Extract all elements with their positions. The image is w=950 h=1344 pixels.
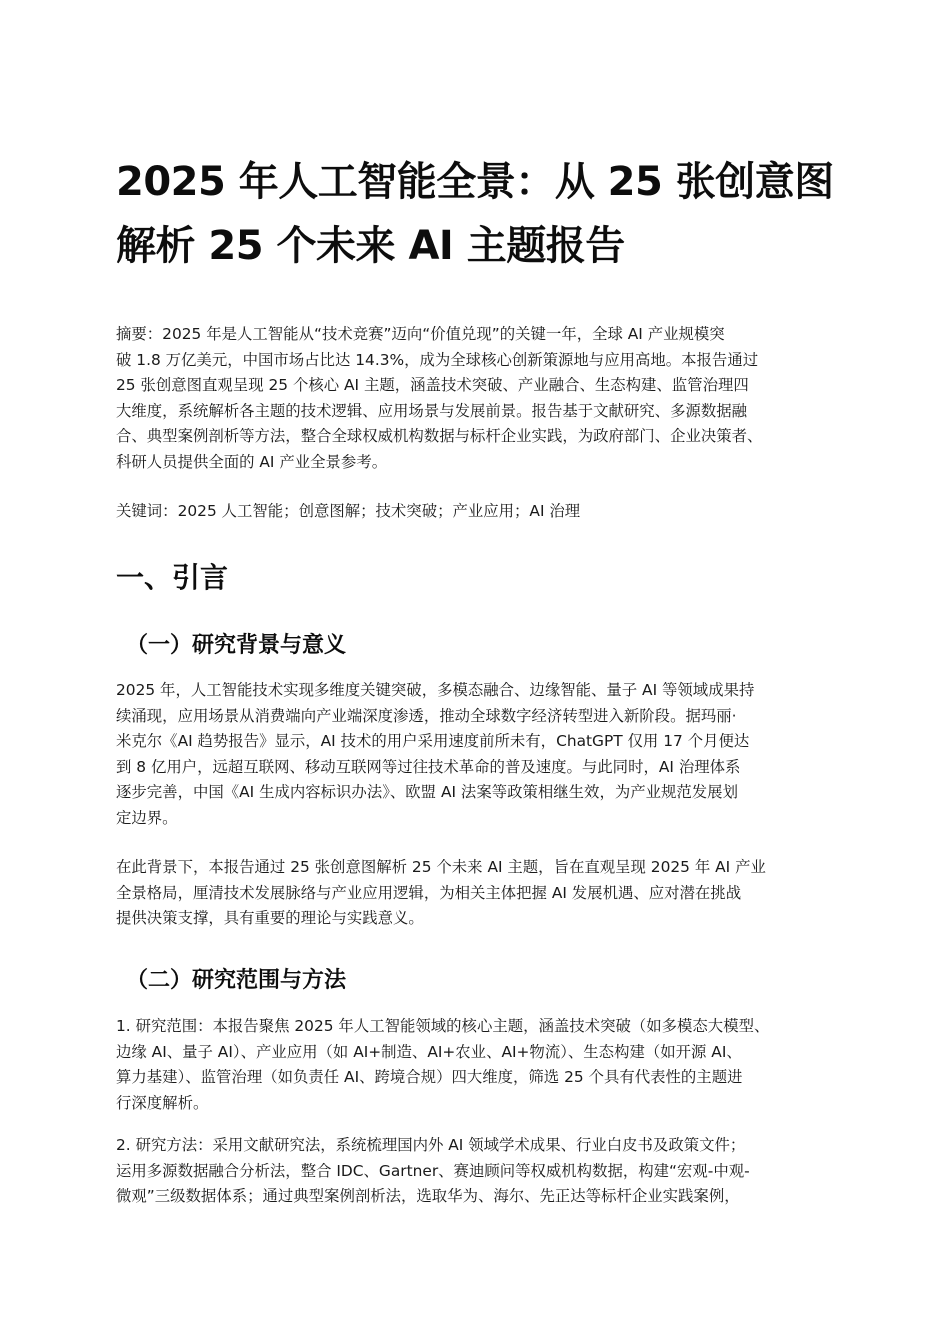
abstract-line: 合、典型案例剖析等方法，整合全球权威机构数据与标杆企业实践，为政府部门、企业决策者、 (116, 427, 763, 446)
background-paragraph-1 (116, 678, 840, 832)
abstract-line: 科研人员提供全面的 AI 产业全景参考。 (116, 452, 388, 471)
paragraph-line: 微观”三级数据体系；通过典型案例剖析法，选取华为、海尔、先正达等标杆企业实践案例， (116, 1187, 740, 1206)
paragraph-line: 全景格局，厘清技术发展脉络与产业应用逻辑，为相关主体把握 AI 发展机遇、应对潜在挑战 (116, 883, 742, 902)
scope-paragraph (116, 1014, 840, 1116)
section-heading-introduction: 一、引言 (116, 561, 229, 594)
keywords-line (116, 499, 840, 525)
subsection-heading-scope-methods: （二）研究范围与方法 (126, 968, 347, 993)
abstract-line: 25 张创意图直观呈现 25 个核心 AI 主题，涵盖技术突破、产业融合、生态构建、监管治理四 (116, 376, 749, 395)
paragraph-line: 到 8 亿用户，远超互联网、移动互联网等过往技术革命的普及速度。与此同时，AI 治理体系 (116, 757, 741, 776)
paragraph-line: 行深度解析。 (116, 1093, 209, 1112)
title-line-1: 2025 年人工智能全景：从 25 张创意图 (116, 159, 834, 205)
abstract-paragraph (116, 322, 840, 476)
paragraph-line: 算力基建）、监管治理（如负责任 AI、跨境合规）四大维度，筛选 25 个具有代表性的主题进 (116, 1068, 743, 1087)
paragraph-line: 运用多源数据融合分析法，整合 IDC、Gartner、赛迪顾问等权威机构数据，构建“宏观-中观- (116, 1161, 750, 1180)
paragraph-line: 在此背景下，本报告通过 25 张创意图解析 25 个未来 AI 主题，旨在直观呈现 2025 年 AI 产业 (116, 858, 766, 876)
methods-paragraph (116, 1133, 840, 1210)
abstract-line: 摘要：2025 年是人工智能从“技术竞赛”迈向“价值兑现”的关键一年，全球 AI 产业规模突 (116, 325, 725, 343)
subsection-heading-background: （一）研究背景与意义 (126, 633, 347, 658)
paragraph-line: 逐步完善，中国《AI 生成内容标识办法》、欧盟 AI 法案等政策相继生效，为产业规范发展划 (116, 783, 738, 802)
background-paragraph-2 (116, 855, 840, 932)
paragraph-line: 续涌现，应用场景从消费端向产业端深度渗透，推动全球数字经济转型进入新阶段。据玛丽· (116, 706, 737, 725)
paragraph-line: 1. 研究范围：本报告聚焦 2025 年人工智能领域的核心主题，涵盖技术突破（如多模态大模型、 (116, 1017, 770, 1035)
paragraph-line: 2025 年，人工智能技术实现多维度关键突破，多模态融合、边缘智能、量子 AI 等领域成果持 (116, 681, 755, 699)
abstract-line: 大维度，系统解析各主题的技术逻辑、应用场景与发展前景。报告基于文献研究、多源数据融 (116, 401, 748, 420)
paragraph-line: 2. 研究方法：采用文献研究法，系统梳理国内外 AI 领域学术成果、行业白皮书及政策文件； (116, 1136, 746, 1154)
title-line-2: 解析 25 个未来 AI 主题报告 (116, 223, 625, 269)
keywords-text: 关键词：2025 人工智能；创意图解；技术突破；产业应用；AI 治理 (116, 502, 581, 520)
document-title (116, 150, 840, 278)
paragraph-line: 边缘 AI、量子 AI）、产业应用（如 AI+制造、AI+农业、AI+物流）、生态构建（如开源 AI、 (116, 1042, 742, 1061)
paragraph-line: 定边界。 (116, 808, 178, 827)
paragraph-line: 米克尔《AI 趋势报告》显示，AI 技术的用户采用速度前所未有，ChatGPT 仅用 17 个月便达 (116, 732, 750, 751)
paragraph-line: 提供决策支撑，具有重要的理论与实践意义。 (116, 909, 424, 928)
abstract-line: 破 1.8 万亿美元，中国市场占比达 14.3%，成为全球核心创新策源地与应用高地。本报告通过 (116, 350, 759, 369)
